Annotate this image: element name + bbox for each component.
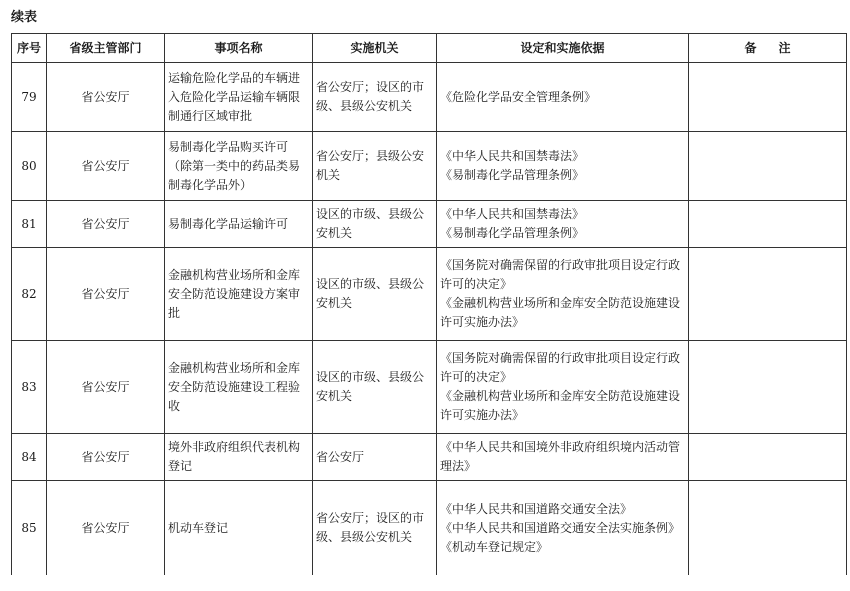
header-basis: 设定和实施依据 (437, 34, 689, 63)
basis-line: 《中华人民共和国境外非政府组织境内活动管理法》 (440, 440, 681, 473)
header-remarks-label: 备注 (744, 40, 813, 55)
basis-line: 《中华人民共和国道路交通安全法实施条例》 (440, 520, 681, 535)
cell-remarks (689, 481, 847, 576)
cell-name: 机动车登记 (165, 481, 313, 576)
cell-agency: 省公安厅；设区的市级、县级公安机关 (313, 481, 437, 576)
cell-remarks (689, 434, 847, 481)
basis-line: 《国务院对确需保留的行政审批项目设定行政许可的决定》 (440, 258, 681, 291)
basis-line: 《中华人民共和国禁毒法》 (440, 149, 585, 163)
basis-line: 《危险化学品安全管理条例》 (440, 89, 597, 104)
cell-dept: 省公安厅 (47, 201, 165, 248)
cell-dept: 省公安厅 (47, 481, 165, 576)
cell-basis (437, 434, 689, 481)
cell-name: 易制毒化学品运输许可 (165, 201, 313, 248)
cell-no: 79 (12, 63, 47, 132)
header-remarks (689, 34, 847, 63)
basis-line: 《国务院对确需保留的行政审批项目设定行政许可的决定》 (440, 351, 681, 384)
table-header-row (12, 34, 847, 63)
basis-line: 《易制毒化学品管理条例》 (440, 226, 585, 240)
cell-name: 境外非政府组织代表机构登记 (165, 434, 313, 481)
cell-basis (437, 63, 689, 132)
cell-remarks (689, 201, 847, 248)
table-row (12, 481, 847, 576)
basis-line: 《易制毒化学品管理条例》 (440, 168, 585, 182)
cell-agency: 省公安厅；县级公安机关 (313, 132, 437, 201)
basis-line: 《中华人民共和国道路交通安全法》 (440, 501, 633, 516)
basis-line: 《中华人民共和国禁毒法》 (440, 207, 585, 221)
table-row (12, 132, 847, 201)
cell-agency: 省公安厅 (313, 434, 437, 481)
cell-basis (437, 341, 689, 434)
header-agency: 实施机关 (313, 34, 437, 63)
table-row (12, 341, 847, 434)
cell-basis (437, 201, 689, 248)
basis-line: 《金融机构营业场所和金库安全防范设施建设许可实施办法》 (440, 389, 681, 422)
cell-no: 83 (12, 341, 47, 434)
cell-dept: 省公安厅 (47, 132, 165, 201)
cell-no: 85 (12, 481, 47, 576)
cell-remarks (689, 248, 847, 341)
cell-remarks (689, 341, 847, 434)
cell-dept: 省公安厅 (47, 248, 165, 341)
cell-remarks (689, 63, 847, 132)
header-no: 序号 (12, 34, 47, 63)
cell-name: 运输危险化学品的车辆进入危险化学品运输车辆限制通行区域审批 (165, 63, 313, 132)
cell-agency: 设区的市级、县级公安机关 (313, 341, 437, 434)
basis-line: 《金融机构营业场所和金库安全防范设施建设许可实施办法》 (440, 296, 681, 329)
cell-no: 82 (12, 248, 47, 341)
cell-no: 84 (12, 434, 47, 481)
cell-no: 81 (12, 201, 47, 248)
cell-dept: 省公安厅 (47, 63, 165, 132)
cell-basis (437, 132, 689, 201)
cell-name: 金融机构营业场所和金库安全防范设施建设方案审批 (165, 248, 313, 341)
cell-no: 80 (12, 132, 47, 201)
cell-agency: 设区的市级、县级公安机关 (313, 201, 437, 248)
header-name: 事项名称 (165, 34, 313, 63)
cell-dept: 省公安厅 (47, 434, 165, 481)
basis-line: 《机动车登记规定》 (440, 539, 549, 554)
cell-agency: 省公安厅；设区的市级、县级公安机关 (313, 63, 437, 132)
table-row (12, 434, 847, 481)
approval-items-table (11, 33, 847, 575)
cell-basis (437, 248, 689, 341)
table-row (12, 63, 847, 132)
table-row (12, 201, 847, 248)
cell-basis (437, 481, 689, 576)
table-caption: 续表 (11, 10, 38, 25)
cell-remarks (689, 132, 847, 201)
cell-agency: 设区的市级、县级公安机关 (313, 248, 437, 341)
cell-name: 金融机构营业场所和金库安全防范设施建设工程验收 (165, 341, 313, 434)
cell-name: 易制毒化学品购买许可（除第一类中的药品类易制毒化学品外） (165, 132, 313, 201)
header-dept: 省级主管部门 (47, 34, 165, 63)
cell-dept: 省公安厅 (47, 341, 165, 434)
table-row (12, 248, 847, 341)
